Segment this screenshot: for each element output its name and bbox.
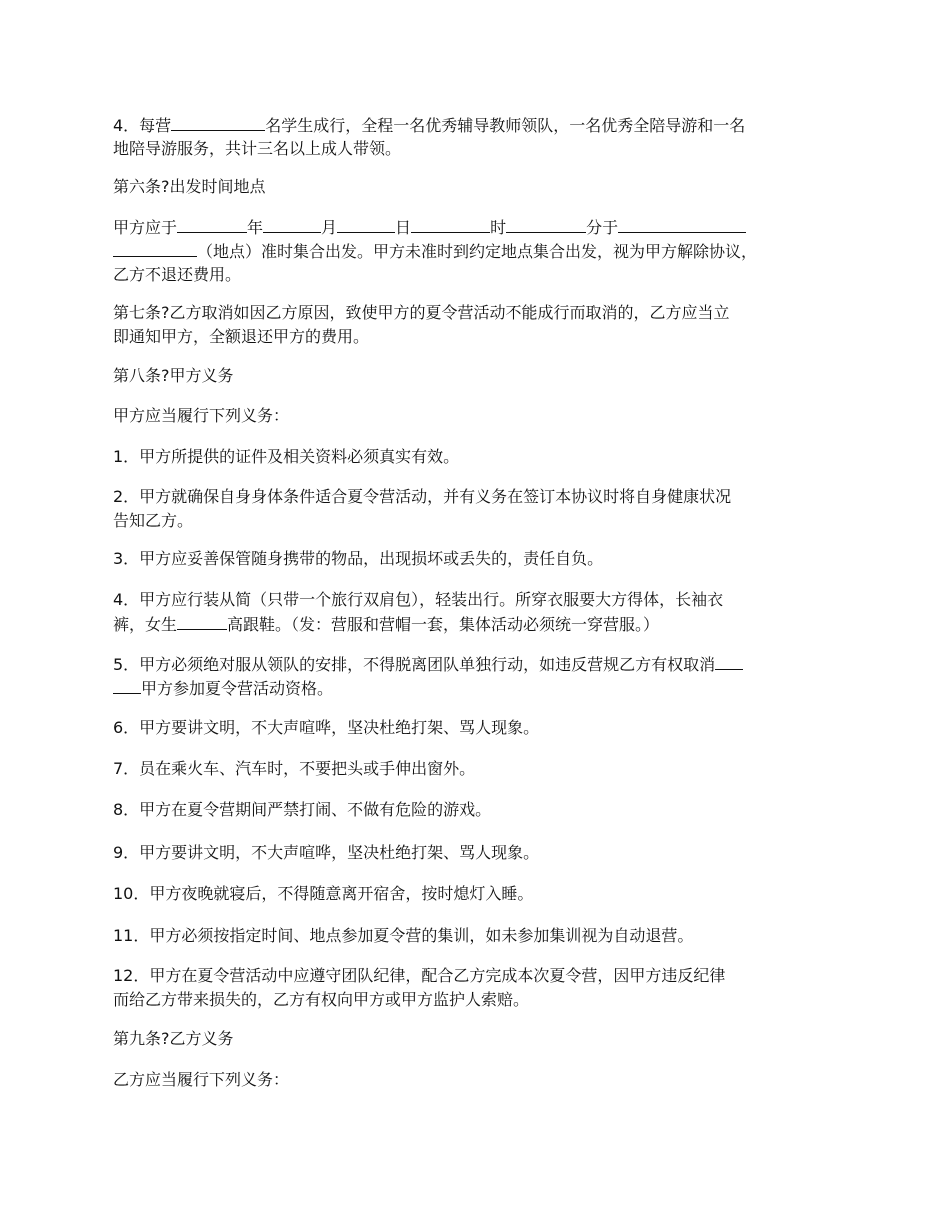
duty-11: 11．甲方必须按指定时间、地点参加夏令营的集训，如未参加集训视为自动退营。 <box>113 926 694 945</box>
fill-blank-year <box>177 215 247 233</box>
fill-blank <box>177 612 227 630</box>
text: 告知乙方。 <box>113 511 194 530</box>
duty-10: 10．甲方夜晚就寝后，不得随意离开宿舍，按时熄灯入睡。 <box>113 884 534 903</box>
fill-blank-minute <box>506 215 586 233</box>
duty-2 <box>113 485 839 533</box>
article-7-paragraph <box>113 301 839 349</box>
text: 高跟鞋。（发：营服和营帽一套，集体活动必须统一穿营服。） <box>227 615 660 634</box>
fill-blank <box>171 113 265 131</box>
text: 即通知甲方，全额退还甲方的费用。 <box>113 327 370 346</box>
article-6-heading: 第六条?出发时间地点 <box>113 177 266 196</box>
fill-blank-day <box>337 215 395 233</box>
fill-blank <box>715 652 743 670</box>
text: 名学生成行，全程一名优秀辅导教师领队，一名优秀全陪导游和一名 <box>265 116 746 135</box>
fill-blank-month <box>263 215 321 233</box>
text: 甲方参加夏令营活动资格。 <box>141 679 334 698</box>
text: 甲方应于 <box>113 218 178 237</box>
text: 时 <box>490 218 507 237</box>
article-8-intro: 甲方应当履行下列义务： <box>113 406 290 425</box>
text: （地点）准时集合出发。甲方未准时到约定地点集合出发，视为甲方解除协议， <box>197 242 758 261</box>
article-9-heading: 第九条?乙方义务 <box>113 1029 234 1048</box>
text: 第七条?乙方取消如因乙方原因，致使甲方的夏令营活动不能成行而取消的，乙方应当立 <box>113 303 730 322</box>
fill-blank-location <box>618 215 746 233</box>
text: 月 <box>321 218 338 237</box>
duty-3: 3．甲方应妥善保管随身携带的物品，出现损坏或丢失的，责任自负。 <box>113 549 604 568</box>
text: 年 <box>247 218 264 237</box>
text: 4．甲方应行装从简（只带一个旅行双肩包），轻装出行。所穿衣服要大方得体，长袖衣 <box>113 590 724 609</box>
duty-5 <box>113 652 839 700</box>
duty-1: 1．甲方所提供的证件及相关资料必须真实有效。 <box>113 447 460 466</box>
article-9-intro: 乙方应当履行下列义务： <box>113 1070 290 1089</box>
text: 地陪导游服务，共计三名以上成人带领。 <box>113 139 402 158</box>
text: 而给乙方带来损失的，乙方有权向甲方或甲方监护人索赔。 <box>113 990 530 1009</box>
text: 乙方不退还费用。 <box>113 265 242 284</box>
paragraph-4-group-size <box>113 113 839 161</box>
fill-blank-location-cont <box>113 239 197 257</box>
text: 12．甲方在夏令营活动中应遵守团队纪律，配合乙方完成本次夏令营，因甲方违反纪律 <box>113 966 726 985</box>
duty-6: 6．甲方要讲文明，不大声喧哗，坚决杜绝打架、骂人现象。 <box>113 718 540 737</box>
text: 裤，女生 <box>113 615 178 634</box>
duty-4 <box>113 588 839 636</box>
text: 5．甲方必须绝对服从领队的安排，不得脱离团队单独行动，如违反营规乙方有权取消 <box>113 655 716 674</box>
duty-7: 7．员在乘火车、汽车时，不要把头或手伸出窗外。 <box>113 759 476 778</box>
article-8-heading: 第八条?甲方义务 <box>113 366 234 385</box>
fill-blank-cont <box>113 676 141 694</box>
paragraph-departure-time <box>113 215 839 287</box>
text: 分于 <box>586 218 619 237</box>
text: 2．甲方就确保自身身体条件适合夏令营活动，并有义务在签订本协议时将自身健康状况 <box>113 487 732 506</box>
duty-8: 8．甲方在夏令营期间严禁打闹、不做有危险的游戏。 <box>113 800 492 819</box>
fill-blank-hour <box>411 215 490 233</box>
duty-9: 9．甲方要讲文明，不大声喧哗，坚决杜绝打架、骂人现象。 <box>113 843 540 862</box>
duty-12 <box>113 964 839 1012</box>
text: 日 <box>395 218 412 237</box>
text: 4．每营 <box>113 116 172 135</box>
